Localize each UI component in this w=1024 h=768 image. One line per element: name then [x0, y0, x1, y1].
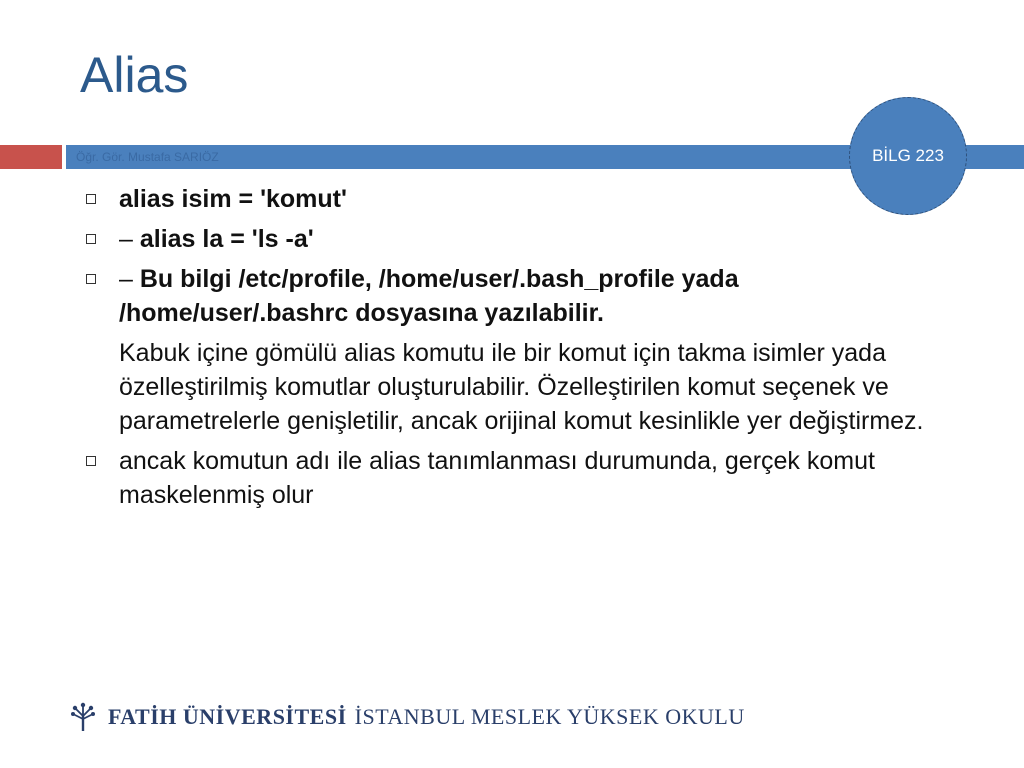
bullet-text: ancak komutun adı ile alias tanımlanması durumunda, gerçek komut maskelenmiş olur	[119, 447, 875, 509]
list-item	[84, 262, 974, 330]
list-item	[84, 182, 974, 216]
school-name: İSTANBUL MESLEK YÜKSEK OKULU	[354, 704, 745, 729]
paragraph-text: Kabuk içine gömülü alias komutu ile bir komut için takma isimler yada özelleştirilmiş komutlar oluşturulabilir. Özelleştirilen komut seçenek ve parametrelerle genişletilir, ancak orijinal komut kesinlikle yer değiştirmez.	[119, 339, 924, 435]
square-bullet-icon	[86, 194, 96, 204]
list-item	[84, 222, 974, 256]
university-name: FATİH ÜNİVERSİTESİ	[108, 704, 347, 729]
square-bullet-icon	[86, 234, 96, 244]
square-bullet-icon	[86, 274, 96, 284]
course-code: BİLG 223	[872, 146, 944, 165]
bullet-text: alias isim = 'komut'	[119, 185, 347, 213]
square-bullet-icon	[86, 456, 96, 466]
slide-title: Alias	[80, 47, 189, 103]
slide-content	[84, 182, 974, 518]
header-band-accent	[0, 145, 62, 169]
bullet-text: Bu bilgi /etc/profile, /home/user/.bash_profile yada /home/user/.bashrc dosyasına yazılabilir.	[119, 265, 739, 327]
footer-institution	[108, 704, 745, 730]
list-item	[84, 444, 974, 512]
author-name: Öğr. Gör. Mustafa SARIÖZ	[76, 150, 219, 164]
bullet-dash: –	[119, 225, 140, 253]
bullet-text: alias la = 'ls -a'	[139, 225, 314, 253]
tree-logo-icon	[68, 702, 98, 732]
body-paragraph	[84, 336, 974, 438]
bullet-dash: –	[119, 265, 140, 293]
